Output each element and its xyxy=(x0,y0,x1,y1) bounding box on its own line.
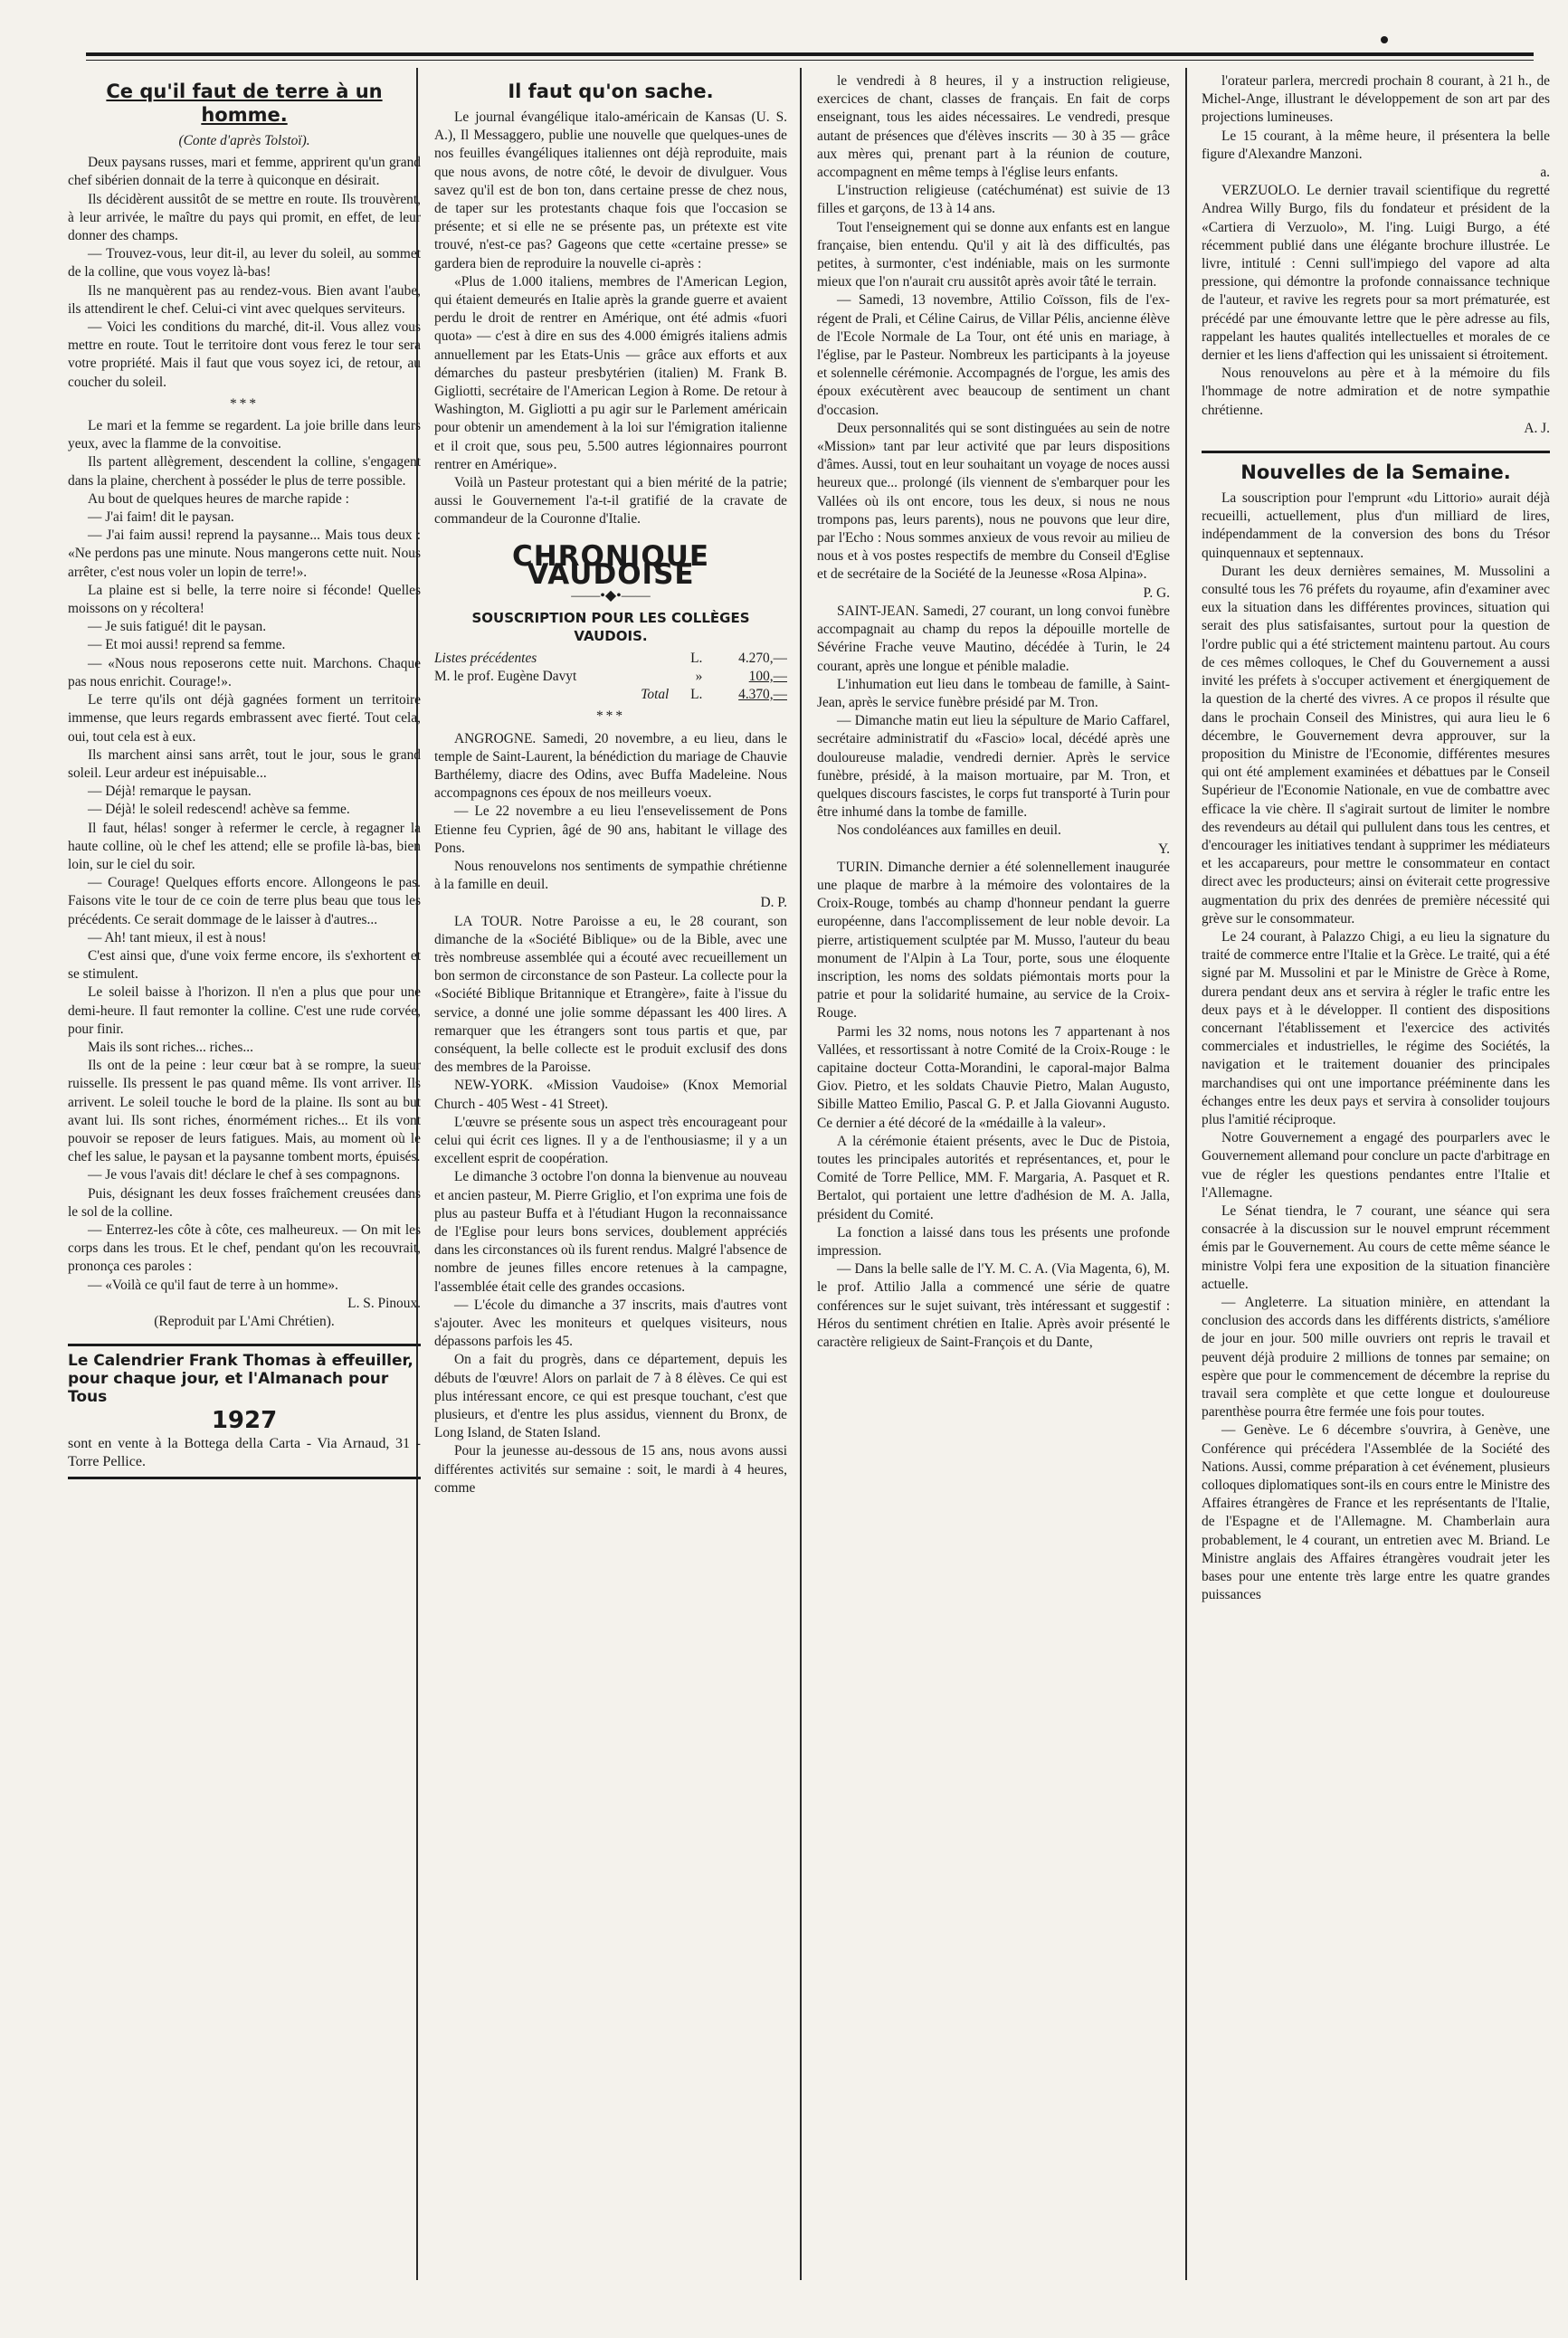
article-subtitle: (Conte d'après Tolstoï). xyxy=(178,133,310,148)
subs-currency: » xyxy=(695,668,703,684)
paragraph: Le terre qu'ils ont déjà gagnées forment un territoire immense, que leurs regards embrassent avec fierté. Tout cela, oui, tout cela est à eux. xyxy=(68,692,421,745)
separator-stars: *** xyxy=(229,395,260,412)
subs-amount: 4.370,— xyxy=(738,687,787,703)
paragraph: La fonction a laissé dans tous les présents une profonde impression. xyxy=(817,1224,1170,1259)
paragraph: — Dimanche matin eut lieu la sépulture de Mario Caffarel, secrétaire administratif du «Fascio» local, décédé après une douloureuse maladie, vendredi dernier. Après le service funèbre, présidé, à la maison mortuaire, par M. Tron, et quelques discours fascistes, le corps fut transporté à Turin pour être inhumé dans la tombe de famille. xyxy=(817,713,1170,821)
paragraph: — «Nous nous reposerons cette nuit. Marchons. Chaque pas nous enrichit. Courage!». xyxy=(68,655,421,689)
paragraph: le vendredi à 8 heures, il y a instruction religieuse, exercices de chant, classes de français. En fait de corps enseignant, tous les aides nécessaires. Le vendredi, presque autant de présences que d'élèves inscrits — 30 à 35 — grâce aux mères qui, prenant part à la réunion de couture, accompagnent en même temps à l'église leurs enfants. xyxy=(817,73,1170,181)
paragraph: C'est ainsi que, d'une voix ferme encore, ils s'exhortent et se stimulent. xyxy=(68,947,421,983)
ornament-divider-icon: ——•◆•—— xyxy=(571,588,651,604)
paragraph: — «Voilà ce qu'il faut de terre à un homme». xyxy=(88,1277,338,1293)
calendar-sale-info: sont en vente à la Bottega della Carta - Via Arnaud, 31 - Torre Pellice. xyxy=(68,1436,421,1470)
table-row xyxy=(434,650,787,668)
paragraph: Parmi les 32 noms, nous notons les 7 appartenant à nos Vallées, et ressortissant à notre Comité de la Croix-Rouge : le capitaine docteur Cotta-Morandini, le caporal-major Balma Giov. Pietro, et les soldats Chauvie Pietro, Malan Augusto, Sibille Matteo Emilio, Pascal G. P. et Jalla Giovanni Augusto. Ce dernier a été décoré de la «médaille à la valeur». xyxy=(817,1023,1170,1131)
paragraph: Mais ils sont riches... riches... xyxy=(88,1039,253,1055)
paragraph: — Enterrez-les côte à côte, ces malheureux. — On mit les corps dans les trous. Et le chef, pendant qu'on les recouvrait, prononça ces paroles : xyxy=(68,1221,421,1275)
article-signature: P. G. xyxy=(1143,584,1170,601)
subs-currency: L. xyxy=(690,687,703,703)
article-body-saint-jean xyxy=(817,603,1170,841)
paragraph: Ils ont de la peine : leur cœur bat à se rompre, la sueur ruisselle. Ils pressent le pas quand même. Ils vont arriver. Ils arrivent. Le soleil touche le bord de la plaine. Ils sont au but avant lui. Ils sont riches, énormément riches... Et ils vont pouvoir se reposer de leurs fatigues. Mais, au moment où le chef les salue, le paysan et la paysanne tombent morts, épuisés. xyxy=(68,1058,421,1165)
subs-label: Total xyxy=(641,687,670,703)
article-signature: L. S. Pinoux. xyxy=(347,1295,421,1311)
article-body-newyork-cont xyxy=(817,72,1170,584)
calendar-bottom-rule xyxy=(68,1477,421,1479)
article-body-turin-cont xyxy=(1202,72,1550,164)
paragraph: Durant les deux dernières semaines, M. Mussolini a consulté tous les 76 préfets du royaume, afin d'examiner avec eux la situation dans les différentes provinces, situation qui serait des plus satisfaisantes, surtout pour la question de l'ordre public qui a été strictement maintenu partout. Au cours de ces mêmes colloques, le Chef du Gouvernement a aussi invité les préfets à s'occuper activement et énergiquement de la question de la cherté des vivres. A ce propos il résulte que dans le prochain Conseil des Ministres, qui aura lieu le 6 décembre, le Gouvernement devra approuver, sur la proposition du Ministre de l'Economie, différentes mesures qui ont été amplement examinées et débattues par le Conseil Supérieur de l'Economie Nationale, en vue de combattre avec efficace la vie chère. Il s'agirait surtout de limiter le nombre des revendeurs au détail qui pullulent dans tous les centres, et d'encourager les initiatives tendant à supprimer les médiateurs et les accapareurs, pour mettre le consommateur en contact direct avec les producteurs; ainsi on éviterait cette progressive augmentation du prix des denrées de première nécessité qui grève sur le consommateur. xyxy=(1202,563,1550,927)
article-body-verzuolo xyxy=(1202,182,1550,420)
paragraph: Deux paysans russes, mari et femme, apprirent qu'un grand chef sibérien donnait de la terre à quiconque en désirait. xyxy=(68,155,421,189)
article-signature: Y. xyxy=(1158,841,1170,857)
article-body-b xyxy=(68,417,421,1295)
column-2 xyxy=(434,72,787,2280)
article-body-angrogne xyxy=(434,730,787,895)
column-divider xyxy=(800,68,802,2280)
paragraph: Au bout de quelques heures de marche rapide : xyxy=(88,490,349,507)
subs-label: M. le prof. Eugène Davyt xyxy=(434,668,577,684)
paragraph: — J'ai faim aussi! reprend la paysanne... Mais tous deux : «Ne perdons pas une minute. Nous mangerons cette nuit. Nous arrêter, c'est nous voler un lopin de terre!». xyxy=(68,527,421,580)
subs-amount: 100,— xyxy=(748,668,787,684)
paragraph: — Dans la belle salle de l'Y. M. C. A. (Via Magenta, 6), M. le prof. Attilio Jalla a commencé une série de quatre conférences sur le sujet suivant, très intéressant et suggestif : Héros du sentiment chrétien en Italie. Après avoir présenté le caractère religieux de Saint-François et du Dante, xyxy=(817,1261,1170,1351)
paragraph: Le soleil baisse à l'horizon. Il n'en a plus que pour une demi-heure. Il faut remonter la colline. C'est une rude corvée, pour finir. xyxy=(68,984,421,1037)
paragraph: Nos condoléances aux familles en deuil. xyxy=(837,822,1061,839)
paragraph: Voilà un Pasteur protestant qui a bien mérité de la patrie; aussi le Gouvernement l'a-t-il gratifié de la cravate de commandeur de la Couronne d'Italie. xyxy=(434,475,787,527)
column-3 xyxy=(817,72,1170,2280)
article-title-tolstoi: Ce qu'il faut de terre à un homme. xyxy=(106,81,383,126)
paragraph: Nous renouvelons au père et à la mémoire du fils l'hommage de notre admiration et de notre sympathie chrétienne. xyxy=(1202,366,1550,418)
paragraph: La plaine est si belle, la terre noire si féconde! Quelles moissons on y récoltera! xyxy=(68,582,421,617)
paragraph: SAINT-JEAN. Samedi, 27 courant, un long convoi funèbre accompagnait au champ du repos la dépouille mortelle de Sévérine Frache veuve Mautino, décédée à Turin, le 24 courant, après une longue et pénible maladie. xyxy=(817,603,1170,674)
paragraph: Ils décidèrent aussitôt de se mettre en route. Ils trouvèrent, à leur arrivée, le maître du pays qui promit, en effet, de leur donner des champs. xyxy=(68,191,421,244)
paragraph: L'inhumation eut lieu dans le tombeau de famille, à Saint-Jean, après le service funèbre présidé par M. Tron. xyxy=(817,676,1170,710)
paragraph: Nous renouvelons nos sentiments de sympathie chrétienne à la famille en deuil. xyxy=(434,858,787,893)
paragraph: «Plus de 1.000 italiens, membres de l'American Legion, qui étaient demeurés en Italie après la grande guerre et avaient perdu le droit de rentrer en Amérique, ont été admis «fuori quota» — c'est à dire en sus des 4.000 émigrés italiens admis annuellement par les Etats-Unis — grâce aux efforts et aux démarches du pasteur presbytérien (italien) M. Frank B. Gigliotti, secrétaire de l'American Legion à Rome. De retour à Washington, M. Gigliotti a pu agir sur le Parlement américain pour obtenir un amendement à la loi sur l'émigration italienne et il croit que, sous peu, 5.500 autres légionnaires pourront rentrer en Amérique». xyxy=(434,273,787,472)
paragraph: — J'ai faim! dit le paysan. xyxy=(88,509,234,526)
article-body-nouvelles xyxy=(1202,489,1550,1604)
paragraph: On a fait du progrès, dans ce département, depuis les débuts de l'œuvre! Alors on parlait de 7 à 8 élèves. Ce qui est plus intéressant encore, ce qui est presque touchant, c'est que plusieurs, et d'entre les plus assidus, viennent du Bronx, de Long Island, de Staten Island. xyxy=(434,1352,787,1441)
paragraph: — Voici les conditions du marché, dit-il. Vous allez vous mettre en route. Tout le territoire dont vous ferez le tour sera votre propriété. Mais il faut que vous soyez ici, de retour, au coucher du soleil. xyxy=(68,319,421,390)
calendar-year: 1927 xyxy=(211,1407,278,1435)
paragraph: VERZUOLO. Le dernier travail scientifique du regretté Andrea Willy Burgo, fils du fondateur et président de la «Cartiera di Verzuolo», M. l'ing. Luigi Burgo, a été récemment publié dans une élégante brochure illustrée. Le livre, intitulé : Cenni sull'impiego del vapore ad alta pressione, qui démontre la profonde connaissance technique de l'auteur, et ravive les regrets pour sa mort prématurée, est précédé par une émouvante lettre que le père adresse au fils, rappelant les hautes qualités intellectuelles et morales de ce dernier et les liens d'affection qui les unissaient si étroitement. xyxy=(1202,183,1550,364)
paragraph: Notre Gouvernement a engagé des pourparlers avec le Gouvernement allemand pour conclure un pacte d'arbitrage en vue de régler les questions pendantes entre l'Italie et l'Allemagne. xyxy=(1202,1130,1550,1201)
column-divider xyxy=(1185,68,1187,2280)
article-body-a xyxy=(68,154,421,392)
section-rule xyxy=(1202,451,1550,453)
paragraph: ANGROGNE. Samedi, 20 novembre, a eu lieu, dans le temple de Saint-Laurent, la bénédiction du mariage de Chauvie Barthélemy, diacre des Odins, avec Buffa Madeleine. Nous accompagnons ces époux de nos meilleurs voeux. xyxy=(434,730,787,802)
souscription-title: SOUSCRIPTION POUR LES COLLÈGES VAUDOIS. xyxy=(471,610,750,645)
article-body-il-faut xyxy=(434,109,787,529)
paragraph: — Et moi aussi! reprend sa femme. xyxy=(88,637,286,653)
table-row xyxy=(434,686,787,704)
reprint-note: (Reproduit par L'Ami Chrétien). xyxy=(154,1314,335,1329)
paragraph: A la cérémonie étaient présents, avec le Duc de Pistoia, toutes les principales autorités et représentances, et, pour le Comité de Torre Pellice, MM. F. Margaria, A. Pasquet et R. Bertalot, qui portaient une lettre d'adhésion de M. A. Jalla, président du Comité. xyxy=(817,1133,1170,1222)
paragraph: La souscription pour l'emprunt «du Littorio» aurait déjà recueilli, actuellement, plus d'un milliard de lires, indépendamment de la conversion des bons du Trésor quinquennaux et septennaux. xyxy=(1202,490,1550,561)
paragraph: — Je suis fatigué! dit le paysan. xyxy=(88,619,267,635)
paragraph: — Déjà! remarque le paysan. xyxy=(88,784,252,800)
paragraph: — Trouvez-vous, leur dit-il, au lever du soleil, au sommet de la colline, que vous voyez là-bas! xyxy=(68,246,421,280)
paragraph: Il faut, hélas! songer à refermer le cercle, à regagner la haute colline, où le chef les attend; elle se profile là-bas, bien loin, sur le ciel du soir. xyxy=(68,820,421,872)
paragraph: Ils marchent ainsi sans arrêt, tout le jour, sous le grand soleil. Leur ardeur est inépuisable... xyxy=(68,746,421,781)
paragraph: Tout l'enseignement qui se donne aux enfants est en langue française, bien entendu. Qu'il y ait là des difficultés, pas petites, à surmonter, c'est indéniable, mais on les surmonte mieux que l'on n'aurait cru aussitôt après avoir tâté le terrain. xyxy=(817,219,1170,290)
table-row xyxy=(434,668,787,686)
paragraph: — L'école du dimanche a 37 inscrits, mais d'autres vont s'ajouter. Avec les moniteurs et quelques visiteurs, nous dépassons parfois les 45. xyxy=(434,1297,787,1350)
paragraph: Le mari et la femme se regardent. La joie brille dans leurs yeux, avec la flamme de la convoitise. xyxy=(68,418,421,452)
souscription-table xyxy=(434,650,787,705)
paragraph: Ils ne manquèrent pas au rendez-vous. Bien avant l'aube, ils attendirent le chef. Celui-ci vint avec quelques serviteurs. xyxy=(68,282,421,317)
paragraph: L'œuvre se présente sous un aspect très encourageant pour celui qui écrit ces lignes. Il y a de l'enthousiasme; il y a un excellent esprit de coopération. xyxy=(434,1114,787,1167)
paragraph: l'orateur parlera, mercredi prochain 8 courant, à 21 h., de Michel-Ange, illustrant le développement de son art par des projections lumineuses. xyxy=(1202,73,1550,126)
calendar-top-rule xyxy=(68,1344,421,1346)
paragraph: — Samedi, 13 novembre, Attilio Coïsson, fils de l'ex-régent de Prali, et Céline Cairus, de Villar Pélis, ancienne élève de l'Ecole Normale de La Tour, ont été unis en mariage, à l'église, par le Pasteur. Nombreux les participants à la joyeuse et solennelle cérémonie. Accompagnés de l'orgue, les amis des époux exécutèrent avec beaucoup de sentiment un chant d'occasion. xyxy=(817,292,1170,418)
subs-amount: 4.270,— xyxy=(738,650,787,666)
separator-stars: *** xyxy=(595,708,626,725)
paragraph: TURIN. Dimanche dernier a été solennellement inaugurée une plaque de marbre à la mémoire des volontaires de la Croix-Rouge, tombés au champ d'honneur pendant la guerre européenne, dans l'accomplissement de leur noble devoir. La pierre, artistiquement sculptée par M. Musso, l'auteur du beau monument de l'Alpin à La Tour, porte, sous une éloquente inscription, les noms des soldats piémontais morts pour la patrie et pour la solidarité humaine, au service de la Croix-Rouge. xyxy=(817,859,1170,1022)
article-body-turin xyxy=(817,859,1170,1352)
paragraph: — Le 22 novembre a eu lieu l'ensevelissement de Pons Etienne feu Cyprien, âgé de 90 ans, habitant le village des Pons. xyxy=(434,803,787,856)
paragraph: — Ah! tant mieux, il est à nous! xyxy=(88,929,267,946)
article-title-il-faut: Il faut qu'on sache. xyxy=(508,81,714,102)
paragraph: Le journal évangélique italo-américain de Kansas (U. S. A.), Il Messaggero, publie une nouvelle que quelques-unes de nos feuilles évangéliques italiennes ont déjà reproduite, mais que nous avons, de notre côté, le devoir de divulguer. Vous savez qu'il est de bon ton, dans certaine presse de chez nous, de taper sur les protestants chaque fois que l'occasion se présente; et si elle ne se présente pas, un prétexte est vite trouvé, n'est-ce pas? Gageons que cette «certaine presse» se gardera bien de reproduire la nouvelle ci-après : xyxy=(434,109,787,271)
paragraph: Deux personnalités qui se sont distinguées au sein de notre «Mission» tant par leur activité que par leurs dispositions d'âmes. Aussi, tout en leur souhaitant un voyage de noces aussi heureux que... prolongé (ils viennent de s'embarquer pour les Vallées où ils ont encore, tous les deux, si nous ne nous trompons pas, leurs parents), nous ne pouvons que leur dire, par l'Echo : Nous sommes anxieux de vous revoir au milieu de nous et à vos postes respectifs de membre du Conseil d'Eglise et de secrétaire de la Société de la Jeunesse «Rosa Alpina». xyxy=(817,420,1170,583)
calendar-ad-text: Le Calendrier Frank Thomas à effeuiller, pour chaque jour, et l'Almanach pour Tous xyxy=(68,1352,413,1407)
paragraph: — Genève. Le 6 décembre s'ouvrira, à Genève, une Conférence qui précédera l'Assemblée de la Société des Nations. Aussi, comme préparation à cet événement, plusieurs colloques diplomatiques sont-ils en cours entre le Ministre des Affaires étrangères de France et les représentants de l'Italie, de l'Espagne et de l'Allemagne. M. Chamberlain aura probablement, le 4 courant, un entretien avec M. Briand. Le Ministre anglais des Affaires étrangères voudrait jeter les bases pour une entente très large entre les quatre grandes puissances xyxy=(1202,1422,1550,1603)
paragraph: — Je vous l'avais dit! déclare le chef à ses compagnons. xyxy=(88,1167,401,1183)
paragraph: Le Sénat tiendra, le 7 courant, une séance qui sera consacrée à la discussion sur le nouvel emprunt récemment émis par le Gouvernement. Au cours de cette même séance le ministre Volpi fera une exposition de la situation financière actuelle. xyxy=(1202,1202,1550,1292)
paragraph: — Déjà! le soleil redescend! achève sa femme. xyxy=(88,802,350,818)
article-signature: A. J. xyxy=(1524,420,1550,436)
article-body-latour-newyork xyxy=(434,913,787,1498)
paragraph: Le 24 courant, à Palazzo Chigi, a eu lieu la signature du traité de commerce entre l'Italie et la Grèce. Le traité, qui a été signé par M. Mussolini et par le Ministre de Grèce à Rome, durera pendant deux ans et servira à régler le trafic entre les deux pays et à le développer. Il contient des dispositions concernant l'établissement et l'exercice des activités commerciales et industrielles, le régime des Sociétés, la navigation et le traitement douanier des principales marchandises qui ont une importance prééminente dans les échanges entre les deux pays et servira à consolider toujours plus l'amitié réciproque. xyxy=(1202,928,1550,1127)
paragraph: Le 15 courant, à la même heure, il présentera la belle figure d'Alexandre Manzoni. xyxy=(1202,128,1550,162)
paragraph: NEW-YORK. «Mission Vaudoise» (Knox Memorial Church - 405 West - 41 Street). xyxy=(434,1078,787,1112)
article-signature: D. P. xyxy=(760,895,787,911)
top-rule-thin xyxy=(86,60,1534,61)
subs-label: Listes précédentes xyxy=(434,650,537,666)
paragraph: LA TOUR. Notre Paroisse a eu, le 28 courant, son dimanche de la «Société Biblique» ou de la Bible, avec une très nombreuse assemblée qui a écouté avec recueillement un bon sermon de circonstance de son Pasteur. La collecte pour la «Société Biblique Britannique et Etrangère», faite à l'issue du service, a donné une jolie somme dépassant les 400 lires. A remarquer que les étrangers sont tous partis et que, par conséquent, la belle collecte est le produit exclusif des dons des membres de la Paroisse. xyxy=(434,913,787,1076)
article-signature: a. xyxy=(1540,165,1550,181)
paragraph: Le dimanche 3 octobre l'on donna la bienvenue au nouveau et ancien pasteur, M. Pierre Griglio, et l'on exprima une fois de plus au pasteur Buffa et à l'étudiant Hugon la reconnaissance de l'Eglise pour leurs bons services, doublement appréciés dans les circonstances où ils furent rendus. Malgré l'absence de nombre de jeunes filles encore retenues à la campagne, l'assemblée était celle des grandes occasions. xyxy=(434,1169,787,1295)
column-1 xyxy=(68,72,421,2280)
subs-currency: L. xyxy=(690,650,703,666)
paragraph: Ils partent allègrement, descendent la colline, s'engagent dans la plaine, cherchent à posséder le plus de terre possible. xyxy=(68,454,421,489)
paragraph: — Angleterre. La situation minière, en attendant la conclusion des accords dans les différents districts, s'améliore de jour en jour. 500 mille ouvriers ont repris le travail et peuvent déjà produire 2 millions de tonnes par semaine; on espère que pour le commencement de décembre la reprise du travail sera complète et que cette longue et douloureuse parenthèse pourra être fermée une fois pour toutes. xyxy=(1202,1295,1550,1421)
paragraph: Puis, désignant les deux fosses fraîchement creusées dans le sol de la colline. xyxy=(68,1185,421,1220)
paragraph: L'instruction religieuse (catéchuménat) est suivie de 13 filles et garçons, de 13 à 14 ans. xyxy=(817,183,1170,217)
nouvelles-title: Nouvelles de la Semaine. xyxy=(1240,461,1511,484)
column-4 xyxy=(1202,72,1550,2280)
paragraph: — Courage! Quelques efforts encore. Allongeons le pas. Faisons vite le tour de ce coin de terre plus beau que tous les précédents. Ce serait dommage de le laisser à d'autres... xyxy=(68,875,421,927)
paragraph: Pour la jeunesse au-dessous de 15 ans, nous avons aussi différentes activités sur semaine : soit, le mardi à 4 heures, comme xyxy=(434,1443,787,1496)
page-mark-dot-icon xyxy=(1381,36,1388,43)
chronique-vaudoise-title: CHRONIQUE VAUDOISE xyxy=(511,539,710,591)
top-rule xyxy=(86,52,1534,56)
